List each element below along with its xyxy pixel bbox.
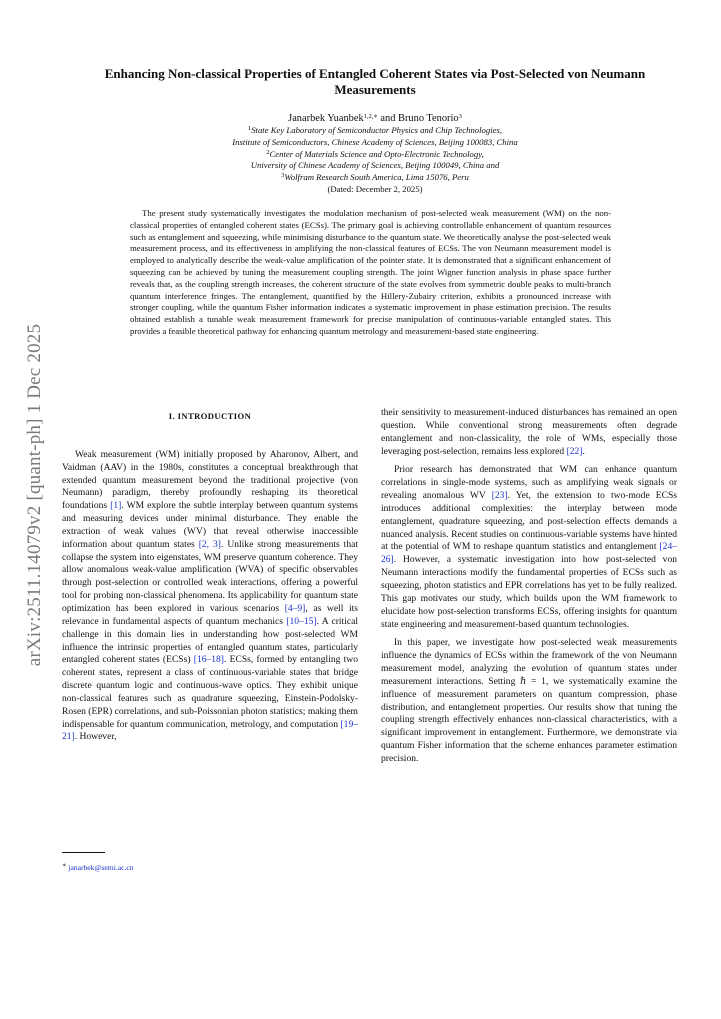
affiliation-line	[70, 149, 680, 161]
intro-paragraph-1: Weak measurement (WM) initially proposed by Aharonov, Albert, and Vaidman (AAV) in the 1980s, constitutes a conceptual breakthrough that extended quantum measurement beyond the traditional projective (von Neumann) paradigm, thereby profoundly reshaping its theoretical foundations [1]. WM explore the subtle interplay between quantum systems and measuring devices under minimal disturbance. They enable the extraction of weak values (WV) that reveal otherwise inaccessible information about quantum states [2, 3]. Unlike strong measurements that collapse the system into eigenstates, WM preserve quantum coherence. They allow anomalous weak-value amplification (WVA) of specific observables through post-selection or controlled weak interactions, offering a powerful tool for probing non-classical phenomena. Its applicability for quantum state optimization has been explored in various scenarios [4–9], as well its relevance in fundamental aspects of quantum mechanics [10–15]. A critical challenge in this domain lies in understanding how post-selected WM influence the intrinsic properties of entangled quantum states, particularly entangled coherent states (ECSs) [16–18]. ECSs, formed by entangling two coherent states, represent a class of continuous-variable states that bridge discrete quantum logic and continuous-wave optics. They exhibit unique non-classical features such as quadrature squeezing, Einstein-Podolsky-Rosen (EPR) correlations, and sub-Poissonian photon statistics; making them indispensable for quantum communication, metrology, and computation [19–21]. However,	[62, 448, 358, 743]
affiliation-line: University of Chinese Academy of Sciences, Beijing 100049, China and	[250, 160, 500, 171]
footnote-rule	[62, 852, 105, 853]
citation-link[interactable]: [4–9]	[284, 602, 306, 614]
citation-link[interactable]: [22]	[566, 445, 583, 457]
affiliation-text: State Key Laboratory of Semiconductor Physics and Chip Technologies,	[251, 125, 503, 135]
citation-link[interactable]: [2, 3]	[198, 538, 221, 550]
email-link[interactable]: janarbek@semi.ac.cn	[68, 863, 134, 872]
right-column	[381, 407, 677, 772]
author-name: Bruno Tenorio	[398, 113, 459, 124]
section-heading-introduction: I. INTRODUCTION	[168, 411, 252, 421]
paper-title: Enhancing Non-classical Properties of Entangled Coherent States via Post-Selected von Neumann Measurements	[104, 66, 646, 97]
abstract-text: The present study systematically investigates the modulation mechanism of post-selected weak measurement (WM) on the non-classical properties of entangled coherent states (ECSs). The primary goal is achieving controllable enhancement of quantum resources such as entanglement and squeezing, while minimising disturbance to the quantum state. We theoretically analyse the post-selected weak measurement process, and its effectiveness in amplifying the non-classical features of ECSs. The von Neumann measurement model is employed to analytically describe the weak-value amplification of the pointer state. It is demonstrated that a significant enhancement of squeezing can be achieved by tuning the measurement coupling strength. The joint Wigner function analysis in phase space further reveals that, as the coupling strength increases, the coherent structure of the state evolves from symmetric double peaks to multi-branch quantum interference fringes. The entanglement, quantified by the Hillery-Zubairy criterion, exhibits a pronounced increase with stronger coupling, while the quantum Fisher information indicates a systematic improvement in phase estimation precision. The results obtained establish a tunable weak measurement framework for precise manipulation of continuous-variable entangled states. This provides a feasible theoretical pathway for enhancing quantum metrology and measurement-based state engineering.	[130, 208, 611, 336]
affiliation-text: Wolfram Research South America, Lima 15076, Peru	[284, 172, 469, 183]
author-affiliation-mark: 3	[458, 113, 462, 120]
citation-link[interactable]: [10–15]	[286, 615, 317, 627]
affiliation-text: Center of Materials Science and Opto-Electronic Technology,	[269, 148, 484, 159]
intro-paragraph-continued: their sensitivity to measurement-induced disturbances has remained an open question. While conventional strong measurements often degrade entanglement and non-classicality, the role of WMs, especially those leveraging post-selection, remains less explored [22].	[381, 407, 677, 457]
author-name: Janarbek Yuanbek	[288, 113, 364, 124]
affiliations	[70, 125, 680, 196]
author-conjunction: and	[377, 113, 399, 124]
citation-link[interactable]: [16–18]	[193, 654, 224, 666]
intro-paragraph-3: In this paper, we investigate how post-selected weak measurements influence the dynamics of ECSs within the framework of the von Neumann measurement model, analyzing the evolution of quantum states under measurement interactions. Setting ℏ = 1, we systematically examine the influence of measurement parameters on quantum compression, phase distribution, and entanglement properties. Our results show that tuning the coupling strength effectively enhances non-classical characteristics, with a significant improvement in entanglement. Furthermore, we demonstrate via quantum Fisher information that the scheme enhances parameter estimation precision.	[381, 637, 677, 764]
affiliation-mark: 2	[266, 148, 270, 156]
affiliation-line: Institute of Semiconductors, Chinese Academy of Sciences, Beijing 100083, China	[232, 136, 518, 147]
author-line	[70, 112, 680, 125]
affiliation-mark: 3	[281, 172, 285, 180]
affiliation-line	[70, 125, 680, 137]
arxiv-identifier-stamp: arXiv:2511.14079v2 [quant-ph] 1 Dec 2025	[24, 323, 45, 667]
left-column	[62, 410, 358, 750]
citation-link[interactable]: [1]	[110, 500, 122, 512]
affiliation-mark: 1	[247, 125, 252, 132]
footnote	[62, 863, 134, 873]
author-affiliation-mark: 1,2,∗	[363, 113, 378, 120]
intro-paragraph-2: Prior research has demonstrated that WM can enhance quantum correlations in single-mode systems, such as amplifying weak signals or revealing anomalous WV [23]. Yet, the extension to two-mode ECSs introduces additional complexities: the interplay between mode entanglement, quadrature squeezing, and post-selection effects demands a nuanced analysis. Recent studies on continuous-variable systems have hinted at the potential of WM to reshape quantum statistics and entanglement [24–26]. However, a systematic investigation into how post-selected von Neumann interactions modify the fundamental properties of ECSs such as squeezing, photon statistics and EPR correlations has yet to be fully realized. This gap motivates our study, which builds upon the WM framework to elucidate how post-selection transforms ECSs, offering insights for quantum state engineering and measurement-based quantum technologies.	[381, 464, 677, 630]
affiliation-line	[70, 172, 680, 184]
citation-link[interactable]: [19–21]	[62, 718, 358, 743]
citation-link[interactable]: [23]	[491, 490, 508, 502]
dated-line: (Dated: December 2, 2025)	[327, 183, 423, 194]
abstract	[130, 208, 611, 338]
footnote-mark: ∗	[62, 862, 67, 869]
arxiv-sidebar	[12, 255, 58, 735]
citation-link[interactable]: [24–26]	[381, 541, 677, 566]
